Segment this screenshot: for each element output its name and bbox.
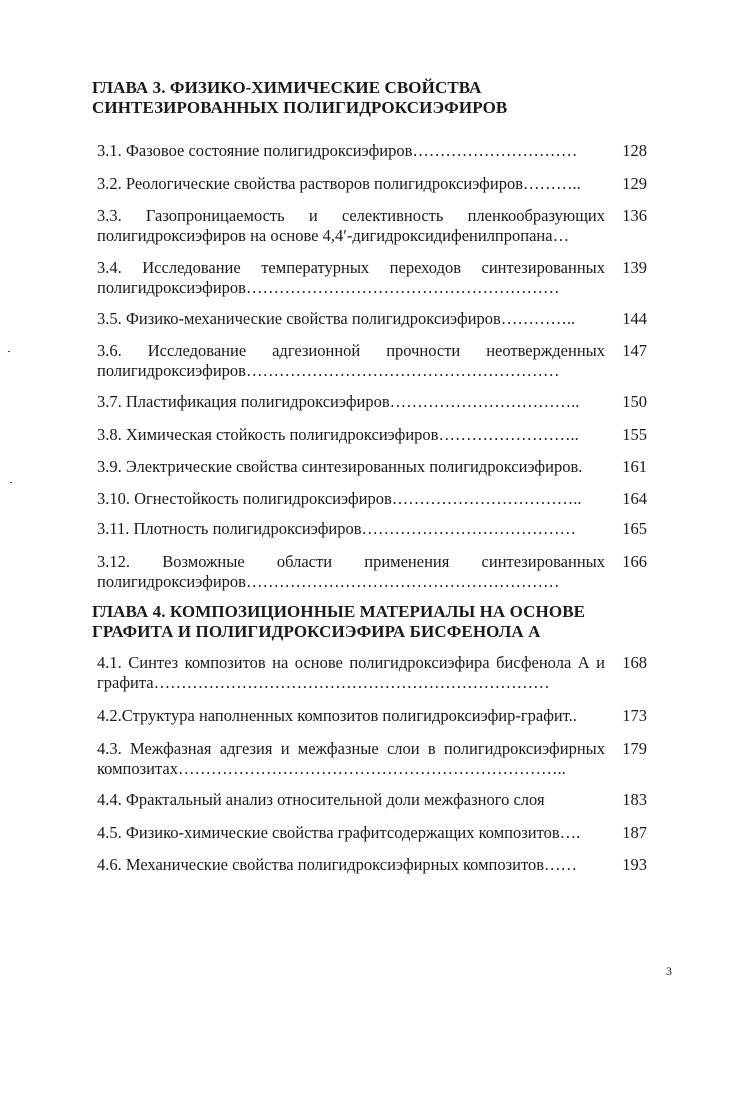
toc-entry-page: 139 [622, 258, 647, 277]
toc-entry-page: 168 [622, 653, 647, 672]
chapter-3-heading [92, 78, 652, 118]
scan-speck [8, 351, 10, 352]
toc-entry-title: 3.9. Электрические свойства синтезированных полигидроксиэфиров. [97, 457, 583, 476]
toc-entry-page: 147 [622, 341, 647, 360]
toc-entry-3-1 [97, 141, 647, 161]
toc-entry-page: 193 [622, 855, 647, 874]
toc-entry-page: 128 [622, 141, 647, 160]
toc-entry-3-11 [97, 519, 647, 539]
toc-entry-title: 3.10. Огнестойкость полигидроксиэфиров…………………………….. [97, 489, 582, 508]
toc-entry-page: 136 [622, 206, 647, 225]
toc-entry-title: 4.2.Структура наполненных композитов полигидроксиэфир-графит.. [97, 706, 577, 725]
toc-entry-3-5 [97, 309, 647, 329]
chapter-title-line: ГРАФИТА И ПОЛИГИДРОКСИЭФИРА БИСФЕНОЛА А [92, 622, 541, 641]
toc-entry-page: 187 [622, 823, 647, 842]
toc-entry-4-2 [97, 706, 647, 726]
toc-entry-3-12 [97, 552, 647, 592]
toc-entry-3-4 [97, 258, 647, 298]
toc-entry-page: 161 [622, 457, 647, 476]
toc-entry-title: 3.8. Химическая стойкость полигидроксиэфиров…………………….. [97, 425, 579, 444]
toc-entry-3-6 [97, 341, 647, 381]
toc-entry-title: 3.12. Возможные области применения синтезированных полигидроксиэфиров………………………………………………… [97, 552, 605, 591]
toc-entry-4-6 [97, 855, 647, 875]
toc-entry-page: 173 [622, 706, 647, 725]
toc-entry-title: 3.6. Исследование адгезионной прочности неотвержденных полигидроксиэфиров………………………………………………… [97, 341, 605, 380]
toc-entry-4-4 [97, 790, 647, 810]
toc-entry-page: 129 [622, 174, 647, 193]
toc-entry-3-8 [97, 425, 647, 445]
toc-entry-page: 165 [622, 519, 647, 538]
toc-entry-page: 150 [622, 392, 647, 411]
toc-entry-4-3 [97, 739, 647, 779]
toc-entry-title: 3.7. Пластификация полигидроксиэфиров…………………………….. [97, 392, 580, 411]
toc-entry-page: 179 [622, 739, 647, 758]
toc-entry-4-1 [97, 653, 647, 693]
toc-entry-title: 3.5. Физико-механические свойства полигидроксиэфиров………….. [97, 309, 576, 328]
toc-entry-3-3 [97, 206, 647, 246]
toc-entry-title: 3.3. Газопроницаемость и селективность пленкообразующих полигидроксиэфиров на основе 4,4′-дигидроксидифенилпропана… [97, 206, 605, 245]
toc-entry-title: 3.11. Плотность полигидроксиэфиров………………………………… [97, 519, 577, 538]
toc-entry-title: 4.1. Синтез композитов на основе полигидроксиэфира бисфенола А и графита……………………………………………………………… [97, 653, 605, 692]
toc-entry-title: 3.2. Реологические свойства растворов полигидроксиэфиров……….. [97, 174, 581, 193]
chapter-title-line: ГЛАВА 4. КОМПОЗИЦИОННЫЕ МАТЕРИАЛЫ НА ОСНОВЕ [92, 602, 586, 621]
toc-entry-title: 4.5. Физико-химические свойства графитсодержащих композитов…. [97, 823, 581, 842]
toc-entry-title: 3.1. Фазовое состояние полигидроксиэфиров………………………… [97, 141, 578, 160]
toc-entry-title: 3.4. Исследование температурных переходов синтезированных полигидроксиэфиров………………………………………………… [97, 258, 605, 297]
toc-entry-page: 166 [622, 552, 647, 571]
toc-entry-4-5 [97, 823, 647, 843]
toc-entry-page: 144 [622, 309, 647, 328]
chapter-title-line: СИНТЕЗИРОВАННЫХ ПОЛИГИДРОКСИЭФИРОВ [92, 98, 508, 117]
scan-speck [10, 482, 12, 483]
chapter-4-heading [92, 602, 652, 642]
toc-entry-3-10 [97, 489, 647, 509]
toc-entry-page: 164 [622, 489, 647, 508]
toc-entry-3-7 [97, 392, 647, 412]
toc-entry-title: 4.6. Механические свойства полигидроксиэфирных композитов…… [97, 855, 577, 874]
toc-entry-title: 4.3. Межфазная адгезия и межфазные слои в полигидроксиэфирных композитах…………………………………………………………….. [97, 739, 605, 778]
toc-entry-page: 183 [622, 790, 647, 809]
toc-entry-page: 155 [622, 425, 647, 444]
toc-entry-title: 4.4. Фрактальный анализ относительной доли межфазного слоя [97, 790, 545, 809]
page-number: 3 [666, 964, 672, 978]
toc-entry-3-9 [97, 457, 647, 477]
chapter-title-line: ГЛАВА 3. ФИЗИКО-ХИМИЧЕСКИЕ СВОЙСТВА [92, 78, 482, 97]
toc-entry-3-2 [97, 174, 647, 194]
